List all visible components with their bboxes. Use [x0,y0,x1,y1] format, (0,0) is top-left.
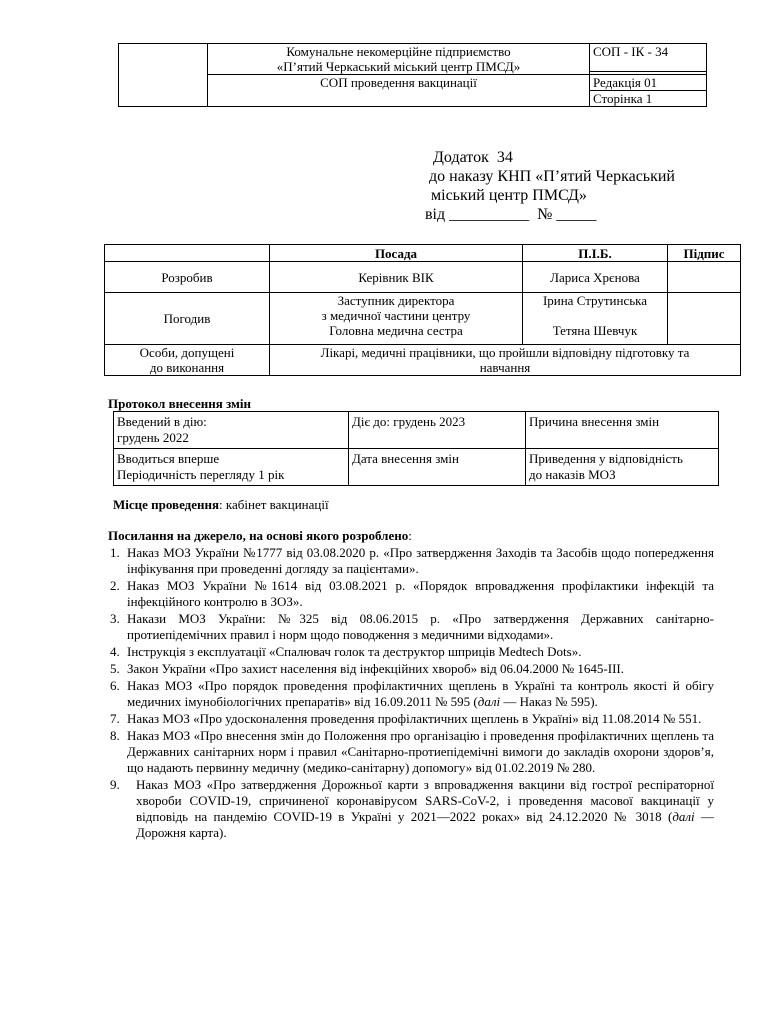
page-number: Сторінка 1 [593,91,653,106]
agreed-signature [668,293,741,345]
logo-cell [119,44,208,107]
reference-item [106,711,714,727]
org-name-cell [208,44,590,75]
reference-item [106,611,714,643]
protocol-table [113,411,719,486]
reference-text: Наказ МОЗ України №1777 від 03.08.2020 р. «Про затвердження Заходів та Засобів щодо попередження інфікування при проведенні догляду за пацієнтами». [127,545,714,576]
approval-table [104,244,741,376]
reference-item [106,545,714,577]
admitted-value-line-2: навчання [479,360,531,375]
protocol-change-reason-header: Причина внесення змін [526,412,719,449]
developed-label: Розробив [105,262,270,293]
addendum-line-1: Додаток 34 [433,149,513,166]
reference-tail: — Дорожня карта). [136,809,715,840]
references-title [108,528,412,544]
admitted-value-line-1: Лікарі, медичні працівники, що пройшли відповідну підготовку та [320,345,690,360]
reference-item [106,678,714,710]
admitted-label-line-1: Особи, допущені [139,345,235,360]
reference-number: 4. [110,644,120,659]
reference-em: далі [477,694,501,709]
reference-tail: — Наказ № 595). [500,694,598,709]
admitted-label-line-2: до виконання [149,360,225,375]
org-line-1: Комунальне некомерційне підприємство [286,44,511,59]
references-list [106,545,714,842]
doc-title: СОП проведення вакцинації [208,75,590,107]
reference-text: Інструкція з експлуатації «Спалювач голок та деструктор шприців Medtech Dots». [127,644,582,659]
reference-text: Наказ МОЗ «Про внесення змін до Положення про організацію і проведення профілактичних щеплень та Державних санітарних норм і правил «Санітарно-протиепідемічні вимоги до закладів охорони здоров’я, що надають первинну медичну (медико-санітарну) допомогу» від 01.02.2019 № 280. [127,728,714,775]
protocol-first-time-line-2: Періодичність перегляду 1 рік [117,467,285,482]
protocol-change-reason [526,449,719,486]
agreed-position-line-3: Головна медична сестра [329,323,463,338]
addendum-block [425,148,675,224]
protocol-title: Протокол внесення змін [108,396,251,411]
protocol-introduced [114,412,349,449]
reference-number: 8. [110,728,120,743]
reference-number: 7. [110,711,120,726]
reference-number: 6. [110,678,120,693]
place-label: Місце проведення [113,497,220,512]
edition-page-cell [590,75,707,107]
approval-header-name: П.І.Б. [523,245,668,262]
reference-item [106,661,714,677]
protocol-valid-until: Діє до: грудень 2023 [349,412,526,449]
reference-item [106,578,714,610]
agreed-name-2: Тетяна Шевчук [552,323,638,338]
agreed-position [270,293,523,345]
place-line [113,497,329,513]
approval-header-empty [105,245,270,262]
protocol-first-time-line-1: Вводиться вперше [117,451,220,466]
developed-signature [668,262,741,293]
agreed-names [523,293,668,345]
admitted-label [105,345,270,376]
reference-text: Закон України «Про захист населення від інфекційних хвороб» від 06.04.2000 № 1645-ІІІ. [127,661,624,676]
reference-number: 2. [110,578,120,593]
approval-header-position: Посада [270,245,523,262]
agreed-label: Погодив [105,293,270,345]
agreed-position-line-2: з медичної частини центру [321,308,471,323]
place-value: : кабінет вакцинації [219,497,329,512]
agreed-position-line-1: Заступник директора [337,293,455,308]
protocol-introduced-line-2: грудень 2022 [117,430,189,445]
protocol-introduced-line-1: Введений в дію: [117,414,207,429]
addendum-line-2: до наказу КНП «П’ятий Черкаський [425,168,675,185]
doc-code: СОП - ІК - 34 [590,44,707,72]
reference-item [106,644,714,660]
reference-number: 5. [110,661,120,676]
agreed-name-1: Ірина Струтинська [542,293,648,308]
reference-number: 1. [110,545,120,560]
reference-text: Наказ МОЗ «Про порядок проведення профілактичних щеплень в Україні та контроль якості й обігу медичних імунобіологічних препаратів» від 16.09.2011 № 595 ( [127,678,714,709]
reference-text: Наказ МОЗ «Про удосконалення проведення профілактичних щеплень в Україні» від 11.08.2014 № 551. [127,711,702,726]
reference-number: 9. [110,777,120,792]
header-table [118,43,707,107]
addendum-line-4: від __________ № _____ [425,206,597,223]
reference-text: Наказ МОЗ «Про затвердження Дорожньої карти з впровадження вакцини від гострої респіраторної хвороби COVID-19, спричиненої коронавірусом SARS-CoV-2, і проведення масової вакцинації у відповідь на пандемію COVID-19 в Україні у 2021—2022 роках» від 24.12.2020 № 3018 ( [136,777,714,824]
reference-text: Наказ МОЗ України №1614 від 03.08.2021 р. «Порядок впровадження профілактики інфекцій та інфекційного контролю в ЗОЗ». [127,578,714,609]
edition: Редакція 01 [590,75,706,91]
approval-header-signature: Підпис [668,245,741,262]
reference-item [106,777,714,841]
reference-text: Накази МОЗ України: №325 від 08.06.2015 р. «Про затвердження Державних санітарно-протиепідемічних правил і норм щодо поводження з медичними відходами». [127,611,714,642]
reference-number: 3. [110,611,120,626]
references-title-text: Посилання на джерело, на основі якого розроблено [108,528,409,543]
reference-em: далі [672,809,695,824]
addendum-line-3: міський центр ПМСД» [427,187,587,204]
developed-position: Керівник ВІК [270,262,523,293]
org-line-2: «П’ятий Черкаський міський центр ПМСД» [276,59,521,74]
protocol-first-time [114,449,349,486]
references-title-colon: : [408,528,412,543]
protocol-change-date: Дата внесення змін [349,449,526,486]
protocol-change-reason-line-2: до наказів МОЗ [529,467,616,482]
developed-name: Лариса Хрєнова [523,262,668,293]
admitted-value [270,345,741,376]
protocol-change-reason-line-1: Приведення у відповідність [529,451,683,466]
reference-item [106,728,714,776]
